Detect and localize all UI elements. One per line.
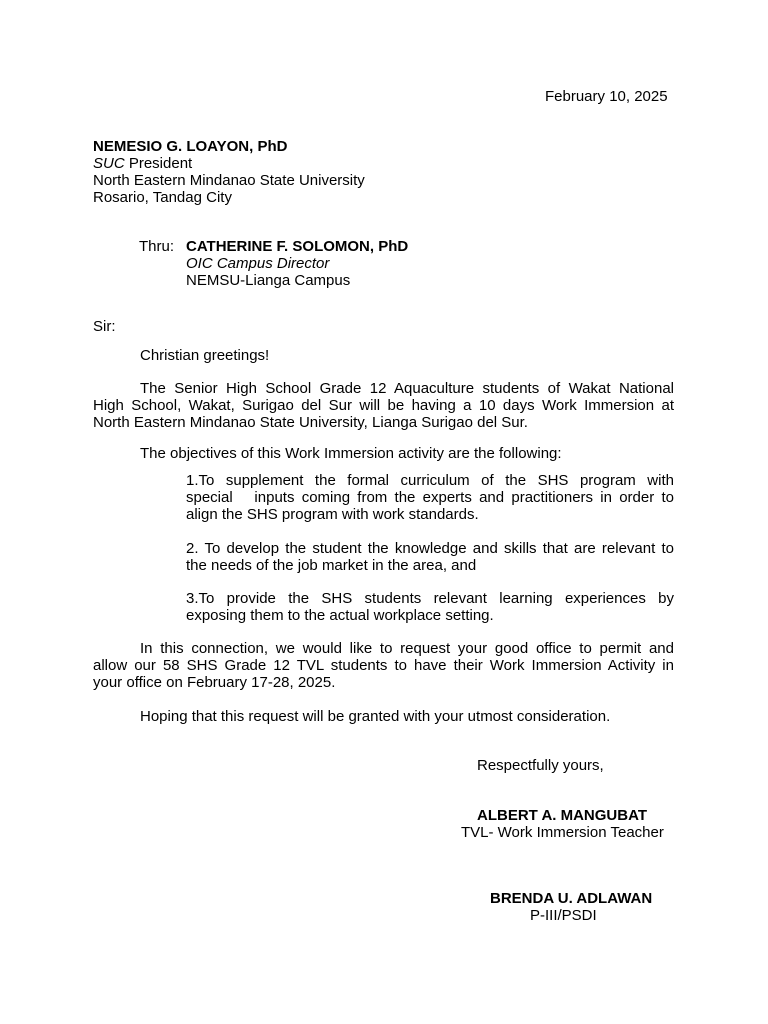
intro-line-1: The Senior High School Grade 12 Aquaculture students of Wakat National xyxy=(140,380,674,397)
thru-campus: NEMSU-Lianga Campus xyxy=(186,272,351,289)
request-line-2: allow our 58 SHS Grade 12 TVL students to have their Work Immersion Activity in xyxy=(93,657,674,674)
objectives-intro: The objectives of this Work Immersion activity are the following: xyxy=(140,445,562,462)
objective-1-line-2: special inputs coming from the experts and practitioners in order to xyxy=(186,489,674,506)
recipient-name: NEMESIO G. LOAYON, PhD xyxy=(93,138,288,155)
closing: Respectfully yours, xyxy=(477,757,604,774)
request-paragraph xyxy=(93,640,674,691)
signatory-1-name: ALBERT A. MANGUBAT xyxy=(477,807,647,824)
thru-title: OIC Campus Director xyxy=(186,255,330,272)
thru-name: CATHERINE F. SOLOMON, PhD xyxy=(186,238,409,255)
objective-3-line-2: exposing them to the actual workplace setting. xyxy=(186,607,494,624)
objective-1-line-3: align the SHS program with work standards. xyxy=(186,506,479,523)
objective-item-3 xyxy=(186,590,674,624)
recipient-title-suc: SUC xyxy=(93,155,125,172)
objective-3-line-1: 3.To provide the SHS students relevant learning experiences by xyxy=(186,590,674,607)
request-line-3: your office on February 17-28, 2025. xyxy=(93,674,336,691)
salutation: Sir: xyxy=(93,318,116,335)
intro-paragraph xyxy=(93,380,674,431)
thru-block xyxy=(186,238,408,289)
signatory-1-title: TVL- Work Immersion Teacher xyxy=(461,824,664,841)
objective-1-line-1: 1.To supplement the formal curriculum of the SHS program with xyxy=(186,472,674,489)
greeting: Christian greetings! xyxy=(140,347,270,364)
recipient-address: Rosario, Tandag City xyxy=(93,189,232,206)
closing-paragraph: Hoping that this request will be granted with your utmost consideration. xyxy=(140,708,611,725)
intro-line-2: High School, Wakat, Surigao del Sur will be having a 10 days Work Immersion at xyxy=(93,397,674,414)
signatory-2-title: P-III/PSDI xyxy=(530,907,597,924)
objective-2-line-2: the needs of the job market in the area, and xyxy=(186,557,477,574)
recipient-institution: North Eastern Mindanao State University xyxy=(93,172,365,189)
recipient-block xyxy=(93,138,365,206)
request-line-1: In this connection, we would like to request your good office to permit and xyxy=(140,640,674,657)
signatory-2-name: BRENDA U. ADLAWAN xyxy=(490,890,653,907)
objective-item-1 xyxy=(186,472,674,523)
thru-label: Thru: xyxy=(139,238,175,255)
recipient-title xyxy=(93,155,365,172)
objective-item-2 xyxy=(186,540,674,574)
intro-line-3: North Eastern Mindanao State University, Lianga Surigao del Sur. xyxy=(93,414,528,431)
recipient-title-rest: President xyxy=(124,155,193,172)
letter-date: February 10, 2025 xyxy=(545,88,668,105)
objective-2-line-1: 2. To develop the student the knowledge and skills that are relevant to xyxy=(186,540,674,557)
